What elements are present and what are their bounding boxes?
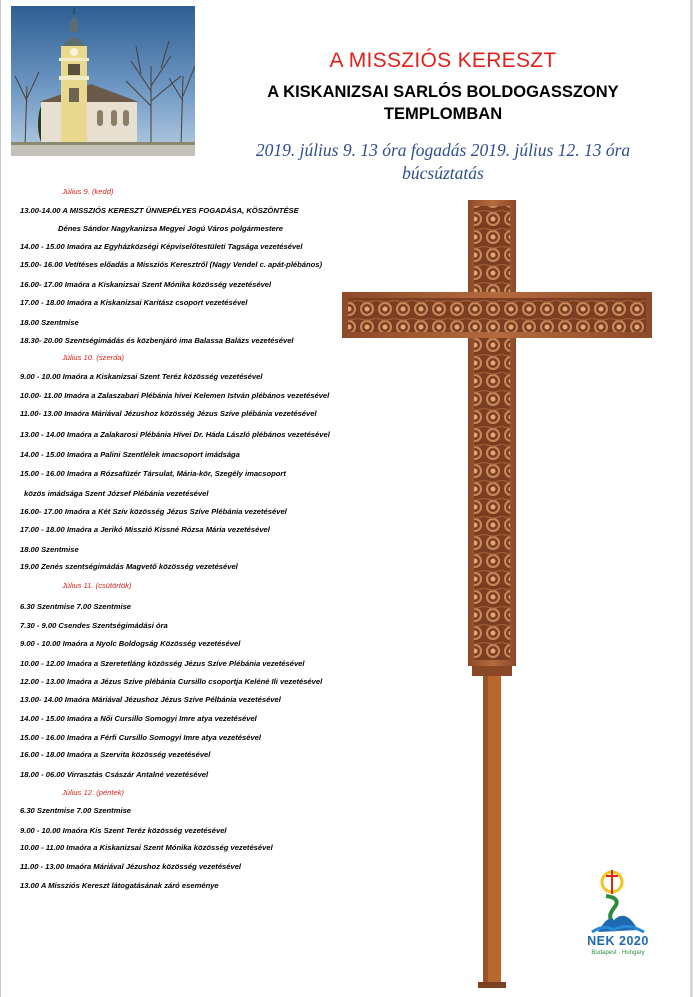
schedule-item: 19.00 Zenés szentségimádás Magvető közösség vezetésével [20, 562, 238, 571]
schedule-item: 13.00 - 14.00 Imaóra a Zalakarosi Plébánia Hívei Dr. Háda László plébános vezetésével [20, 430, 330, 439]
schedule-item: 10.00 - 12.00 Imaóra a Szeretetláng közösség Jézus Szíve Plébánia vezetésével [20, 659, 305, 668]
schedule-item: 14.00 - 15.00 Imaóra a Palini Szentlélek imacsoport imádsága [20, 450, 240, 459]
schedule-item: 7.30 - 9.00 Csendes Szentségimádási óra [20, 621, 168, 630]
schedule-item: 15.00 - 16.00 Imaóra a Férfi Cursillo Somogyi Imre atya vezetésével [20, 733, 262, 742]
schedule-item: 14.00 - 15.00 Imaóra az Egyházközségi Képviselőtestületi Tagsága vezetésével [20, 242, 303, 251]
subtitle-line-2: TEMPLOMBAN [383, 105, 503, 123]
schedule-item: 17.00 - 18.00 Imaóra a Kiskanizsai Karitász csoport vezetésével [20, 298, 248, 307]
schedule-item: 9.00 - 10.00 Imaóra a Nyolc Boldogság Közösség vezetésével [20, 639, 241, 648]
schedule-item: 11.00 - 13.00 Imaóra Máriával Jézushoz közösség vezetésével [20, 862, 242, 871]
nek-logo-title: NEK 2020 [587, 934, 649, 948]
schedule-item: 6.30 Szentmise 7.00 Szentmise [20, 806, 132, 815]
date-range-line-1: 2019. július 9. 13 óra fogadás 2019. július 12. 13 óra [255, 140, 631, 160]
schedule-item: 6.30 Szentmise 7.00 Szentmise [20, 602, 132, 611]
schedule-item: 13.00- 14.00 Imaóra Máriával Jézushoz Jézus Szíve Pélbánia vezetésével [20, 695, 281, 704]
schedule-item: 16.00 - 18.00 Imaóra a Szervita közösség vezetésével [20, 750, 211, 759]
schedule-item: 15.00- 16.00 Vetítéses előadás a Missziós Keresztről (Nagy Vendel c. apát-plébános) [20, 260, 323, 269]
schedule-item: 13.00 A Missziós Kereszt látogatásának záró eseménye [20, 881, 219, 890]
schedule-item: 12.00 - 13.00 Imaóra a Jézus Szíve plébánia Cursillo csoportja Keléné Ili vezetésével [20, 677, 323, 686]
schedule-item: Dénes Sándor Nagykanizsa Megyei Jogú Város polgármestere [58, 224, 283, 233]
schedule-item: 9.00 - 10.00 Imaóra Kis Szent Teréz közösség vezetésével [20, 826, 227, 835]
schedule-item: 18.00 Szentmise [20, 318, 79, 327]
schedule-day-heading: Július 9. (kedd) [62, 187, 114, 196]
schedule-item: 18.00 Szentmise [20, 545, 79, 554]
schedule-item: 11.00- 13.00 Imaóra Máriával Jézushoz közösség Jézus Szíve plébánia vezetésével [20, 409, 317, 418]
schedule-item: 13.00-14.00 A MISSZIÓS KERESZT ÜNNEPÉLYES FOGADÁSA, KÖSZÖNTÉSE [20, 206, 299, 215]
nek-logo-subtitle: Budapest · Hungary [591, 950, 645, 956]
main-title: A MISSZIÓS KERESZT [329, 49, 557, 72]
schedule-item: közös imádsága Szent József Plébánia vezetésével [24, 489, 209, 498]
nek-2020-logo [568, 868, 668, 978]
schedule-item: 18.00 - 06.00 Virrasztás Császár Antalné vezetésével [20, 770, 209, 779]
subtitle-line-1: A KISKANIZSAI SARLÓS BOLDOGASSZONY [267, 83, 619, 101]
schedule-item: 17.00 - 18.00 Imaóra a Jerikó Misszió Kissné Rózsa Mária vezetésével [20, 525, 270, 534]
schedule-item: 15.00 - 16.00 Imaóra a Rózsafüzér Társulat, Mária-kör, Szegély imacsoport [20, 469, 286, 478]
schedule-item: 14.00 - 15.00 Imaóra a Női Cursillo Somogyi Imre atya vezetésével [20, 714, 257, 723]
date-range-line-2: búcsúztatás [402, 163, 484, 183]
schedule-day-heading: Július 12. (péntek) [62, 788, 125, 797]
schedule-item: 16.00- 17.00 Imaóra a Kiskanizsai Szent Mónika közösség vezetésével [20, 280, 272, 289]
schedule-item: 9.00 - 10.00 Imaóra a Kiskanizsai Szent Teréz közösség vezetésével [20, 372, 263, 381]
schedule-item: 16.00- 17.00 Imaóra a Két Szív közösség Jézus Szíve Plébánia vezetésével [20, 507, 287, 516]
schedule-item: 10.00- 11.00 Imaóra a Zalaszabari Plébánia hívei Kelemen István plébános vezetésével [20, 391, 330, 400]
schedule-item: 18.30- 20.00 Szentségimádás és közbenjáró ima Balassa Balázs vezetésével [20, 336, 294, 345]
schedule-day-heading: Július 10. (szerda) [62, 353, 125, 362]
schedule-day-heading: Július 11. (csütörtök) [62, 581, 132, 590]
schedule-item: 10.00 - 11.00 Imaóra a Kiskanizsai Szent Mónika közösség vezetésével [20, 843, 273, 852]
